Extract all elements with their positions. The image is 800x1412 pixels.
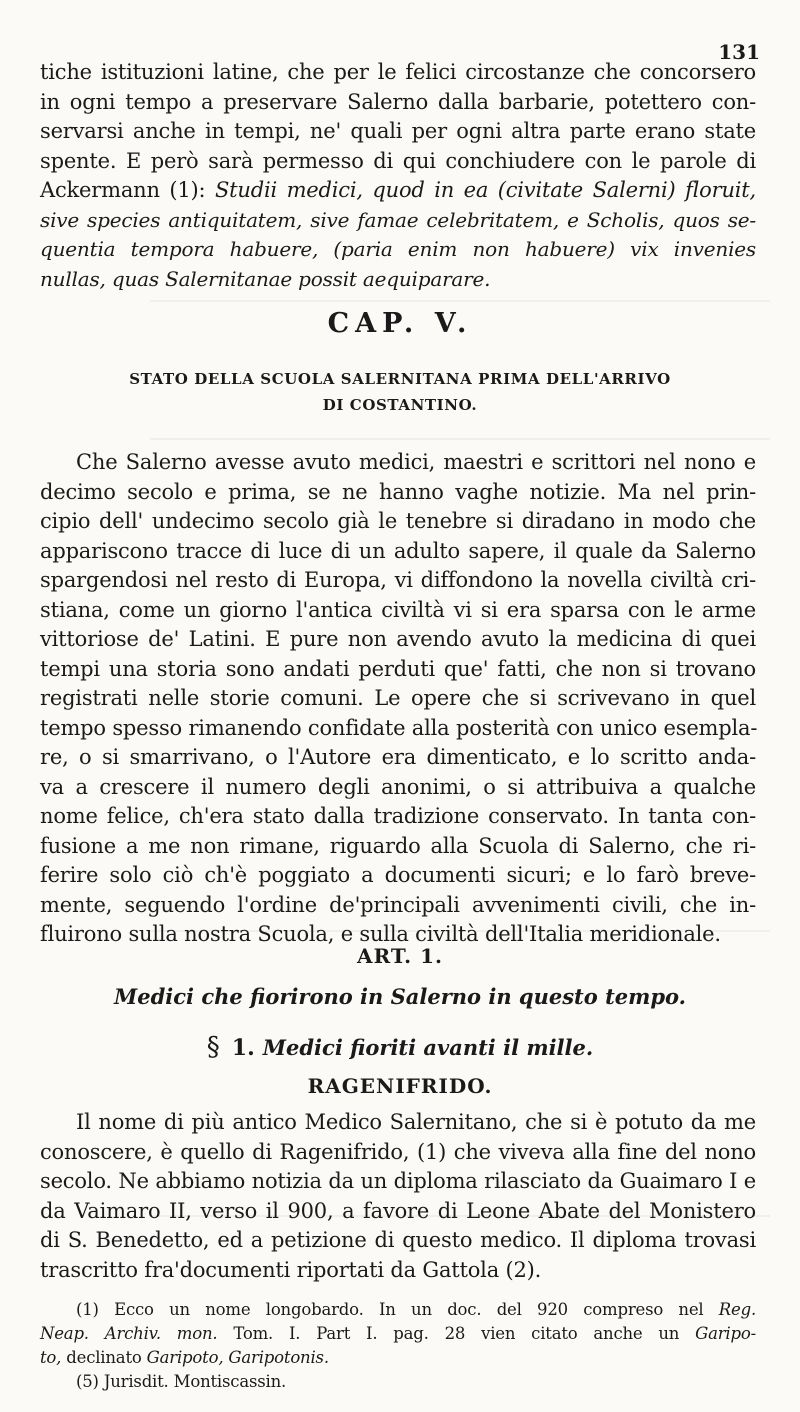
text-line: in ogni tempo a preservare Salerno dalla barbarie, potettero con-: [40, 89, 756, 114]
chapter-subtitle: STATO DELLA SCUOLA SALERNITANA PRIMA DELL'ARRIVO: [129, 370, 671, 388]
text-line: nome felice, ch'era stato dalla tradizione conservato. In tanta con-: [40, 804, 756, 828]
intro-paragraph: [40, 58, 756, 294]
text-line: da Vaimaro II, verso il 900, a favore di Leone Abate del Monistero: [40, 1198, 756, 1223]
text-line: appariscono tracce di luce di un adulto sapere, il quale da Salerno: [40, 538, 756, 563]
text-line: trascritto fra'documenti riportati da Gattola (2).: [40, 1257, 542, 1282]
footnotes: [40, 1298, 756, 1394]
section-number: 1.: [231, 1035, 255, 1061]
text-line: Che Salerno avesse avuto medici, maestri e scrittori nel nono e: [76, 450, 756, 474]
footnote-italic: Garipoto, Garipotonis.: [146, 1348, 329, 1367]
text-line: fluirono sulla nostra Scuola, e sulla civiltà dell'Italia meridionale.: [40, 922, 721, 946]
footnote-italic: to,: [40, 1348, 62, 1367]
text-line: servarsi anche in tempi, ne' quali per ogni altra parte erano state: [40, 119, 756, 143]
footnote-italic: Neap. Archiv. mon.: [40, 1324, 218, 1343]
text-line: secolo. Ne abbiamo notizia da un diploma rilasciato da Guaimaro I e: [40, 1169, 756, 1193]
text-line: fusione a me non rimane, riguardo alla Scuola di Salerno, che ri-: [40, 833, 756, 858]
article-label: ART. 1.: [357, 944, 443, 968]
footnote-text: declinato: [61, 1348, 147, 1367]
section-title: Medici fioriti avanti il mille.: [262, 1035, 594, 1060]
quote-lead: Ackermann (1):: [40, 178, 215, 202]
section-heading: [0, 1032, 800, 1062]
footnote-italic: Garipo-: [695, 1324, 756, 1343]
text-line: tiche istituzioni latine, che per le felici circostanze che concorsero: [40, 60, 756, 84]
footnote-line: [40, 1322, 756, 1346]
person-name: RAGENIFRIDO.: [307, 1074, 493, 1098]
footnote-line: [40, 1298, 756, 1322]
footnote-text: (1) Ecco un nome longobardo. In un doc. del 920 compreso nel: [76, 1300, 719, 1319]
bleed-through-mark: [150, 438, 770, 440]
quote-line: nullas, quas Salernitanae possit aequiparare.: [40, 266, 491, 291]
text-line: registrati nelle storie comuni. Le opere che si scrivevano in quel: [40, 686, 756, 710]
footnote-line: (5) Jurisdit. Montiscassin.: [76, 1372, 287, 1391]
text-line: spargendosi nel resto di Europa, vi diffondono la novella civiltà cri-: [40, 568, 756, 592]
footnote-italic: Reg.: [718, 1300, 756, 1319]
text-line: cipio dell' undecimo secolo già le tenebre si diradano in modo che: [40, 509, 756, 533]
footnote-text: Tom. I. Part I. pag. 28 vien citato anche un: [217, 1324, 696, 1343]
text-line: stiana, come un giorno l'antica civiltà vi si era sparsa con le arme: [40, 597, 756, 622]
body-paragraph: [40, 448, 756, 950]
text-line: mente, seguendo l'ordine de'principali avvenimenti civili, che in-: [40, 892, 756, 917]
quote-latin: Studii medici, quod in ea (civitate Salerni) floruit,: [214, 178, 756, 202]
text-line: di S. Benedetto, ed a petizione di questo medico. Il diploma trovasi: [40, 1228, 756, 1252]
text-line: ferire solo ciò ch'è poggiato a documenti sicuri; e lo farò breve-: [40, 863, 756, 887]
text-line: va a crescere il numero degli anonimi, o si attribuiva a qualche: [40, 774, 756, 799]
text-line: vittoriose de' Latini. E pure non avendo avuto la medicina di quei: [40, 627, 756, 651]
bleed-through-mark: [150, 300, 770, 302]
chapter-subtitle: DI COSTANTINO.: [322, 396, 478, 414]
text-line: tempo spesso rimanendo confidate alla posterità con unico esempla-: [40, 715, 758, 740]
text-line: spente. E però sarà permesso di qui conchiudere con le parole di: [40, 148, 756, 173]
text-line: re, o si smarrivano, o l'Autore era dimenticato, e lo scritto anda-: [40, 745, 756, 769]
quote-line: sive species antiquitatem, sive famae celebritatem, e Scholis, quos se-: [40, 207, 756, 232]
text-line: tempi una storia sono andati perduti que' fatti, che non si trovano: [40, 656, 756, 681]
text-line: Il nome di più antico Medico Salernitano, che si è potuto da me: [76, 1110, 756, 1134]
page-number: 131: [718, 40, 760, 64]
text-line: decimo secolo e prima, se ne hanno vaghe notizie. Ma nel prin-: [40, 479, 756, 504]
chapter-title: CAP. V.: [327, 308, 473, 339]
footnote-line: [40, 1346, 756, 1370]
quote-line: quentia tempora habuere, (paria enim non habuere) vix invenies: [40, 237, 756, 261]
person-paragraph: [40, 1108, 756, 1285]
section-symbol: §: [206, 1032, 220, 1062]
text-line: conoscere, è quello di Ragenifrido, (1) che viveva alla fine del nono: [40, 1139, 756, 1164]
article-title: Medici che fiorirono in Salerno in questo tempo.: [114, 984, 686, 1009]
quote-line: [40, 176, 756, 206]
